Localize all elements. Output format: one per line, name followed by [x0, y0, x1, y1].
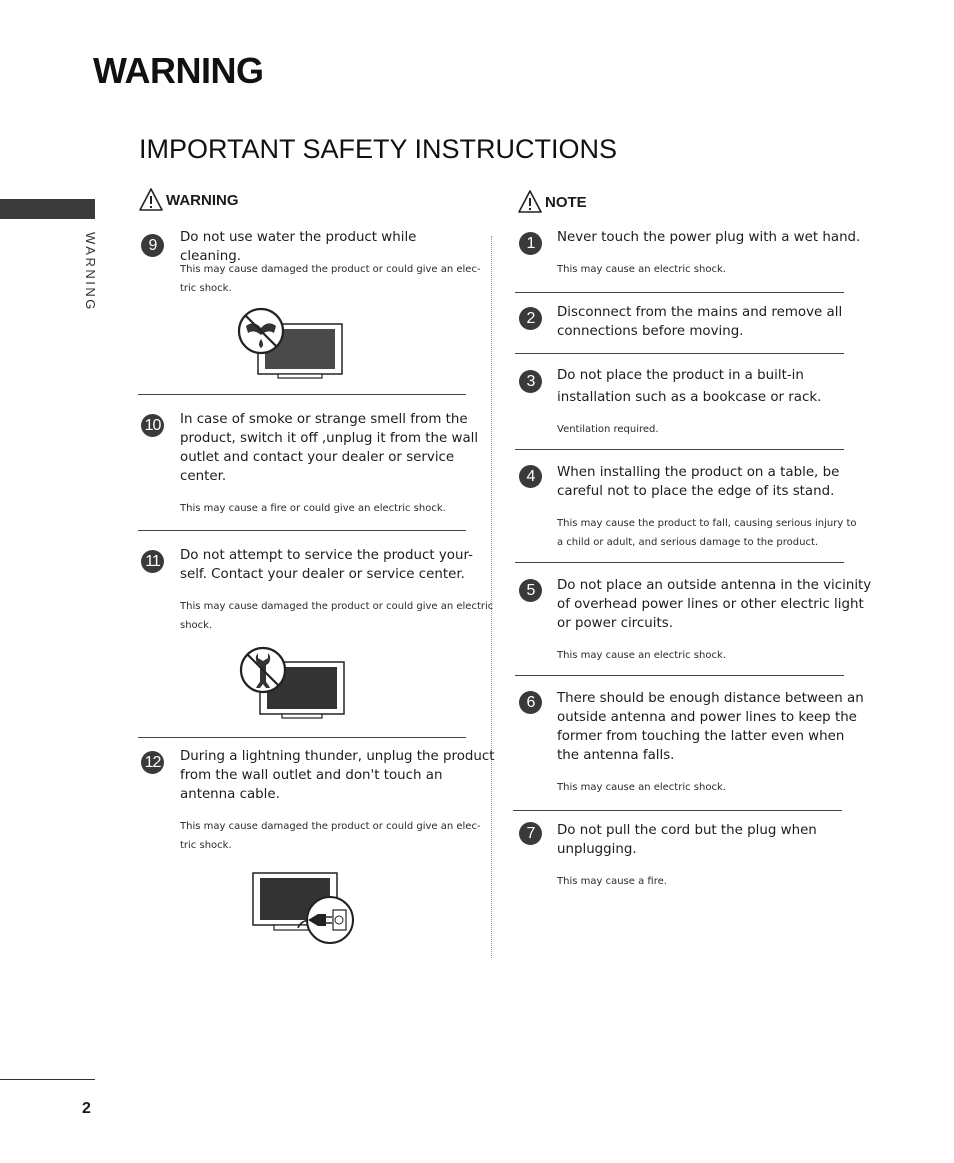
left-column-header-label: WARNING	[166, 191, 239, 209]
item-main-text: former from touching the latter even when	[557, 729, 845, 744]
right-column-header	[517, 189, 587, 215]
item-divider	[515, 353, 844, 354]
item-divider	[513, 810, 842, 811]
item-sub-text: shock.	[180, 620, 213, 631]
section-title: IMPORTANT SAFETY INSTRUCTIONS	[139, 134, 618, 164]
item-sub-text: This may cause damaged the product or could give an electric	[180, 601, 494, 612]
item-number-badge: 5	[519, 579, 542, 602]
item-divider	[515, 292, 844, 293]
side-tab-marker	[0, 199, 95, 219]
item-main-text: or power circuits.	[557, 616, 673, 631]
item-sub-text: Ventilation required.	[557, 424, 659, 435]
item-sub-text: This may cause damaged the product or could give an elec-	[180, 821, 481, 832]
item-sub-text: This may cause the product to fall, causing serious injury to	[557, 518, 857, 529]
item-sub-text: a child or adult, and serious damage to the product.	[557, 537, 819, 548]
footer-rule	[0, 1079, 95, 1080]
item-sub-text: tric shock.	[180, 840, 232, 851]
item-main-text: careful not to place the edge of its stand.	[557, 484, 835, 499]
item-main-text: outlet and contact your dealer or service	[180, 450, 455, 465]
warning-triangle-icon	[138, 187, 164, 213]
item-main-text: self. Contact your dealer or service center.	[180, 567, 465, 582]
item-main-text: There should be enough distance between an	[557, 691, 864, 706]
page-number: 2	[82, 1100, 91, 1117]
item-number-badge: 3	[519, 370, 542, 393]
item-main-text: Do not place an outside antenna in the vicinity	[557, 578, 872, 593]
item-main-text: When installing the product on a table, be	[557, 465, 840, 480]
no-service-tv-illustration	[236, 644, 348, 724]
item-main-text: the antenna falls.	[557, 748, 675, 763]
warning-triangle-icon	[517, 189, 543, 215]
item-main-text: Do not use water the product while cleaning.	[180, 230, 417, 264]
unplug-tv-illustration	[250, 870, 360, 950]
item-sub-text: This may cause an electric shock.	[557, 264, 726, 275]
item-main-text: of overhead power lines or other electric light	[557, 597, 864, 612]
item-number-badge: 12	[141, 751, 164, 774]
item-divider	[515, 449, 844, 450]
item-main-text: unplugging.	[557, 842, 637, 857]
item-main-text: Do not attempt to service the product your-	[180, 548, 473, 563]
item-main-text: connections before moving.	[557, 324, 744, 339]
item-number-badge: 4	[519, 465, 542, 488]
item-number-badge: 11	[141, 550, 164, 573]
item-main-text: from the wall outlet and don't touch an	[180, 768, 443, 783]
item-main-text: Do not place the product in a built-in	[557, 368, 804, 383]
item-number-badge: 1	[519, 232, 542, 255]
item-main-text: Disconnect from the mains and remove all	[557, 305, 843, 320]
item-main-text: In case of smoke or strange smell from the	[180, 412, 468, 427]
item-number-badge: 6	[519, 691, 542, 714]
item-sub-text: This may cause a fire.	[557, 876, 667, 887]
item-main-text: product, switch it off ,unplug it from the wall	[180, 431, 479, 446]
item-number-badge: 2	[519, 307, 542, 330]
item-main-text: center.	[180, 469, 227, 484]
item-number-badge: 7	[519, 822, 542, 845]
item-divider	[515, 675, 844, 676]
item-number-badge: 10	[141, 414, 164, 437]
no-water-tv-illustration	[236, 306, 346, 384]
item-sub-text: This may cause damaged the product or could give an elec-	[180, 264, 481, 275]
item-main-text: Do not pull the cord but the plug when	[557, 823, 817, 838]
item-divider	[138, 737, 466, 738]
item-divider	[515, 562, 844, 563]
side-label-text: WARNING	[83, 232, 98, 312]
item-main-text: During a lightning thunder, unplug the product	[180, 749, 495, 764]
item-sub-text: This may cause a fire or could give an electric shock.	[180, 503, 446, 514]
item-main-text: Never touch the power plug with a wet hand.	[557, 230, 861, 245]
right-column-header-label: NOTE	[545, 193, 587, 211]
item-main-text: antenna cable.	[180, 787, 280, 802]
left-column-header	[138, 187, 239, 213]
item-divider	[138, 394, 466, 395]
item-sub-text: This may cause an electric shock.	[557, 650, 726, 661]
item-main-text: outside antenna and power lines to keep the	[557, 710, 857, 725]
item-main-text: installation such as a bookcase or rack.	[557, 390, 822, 405]
page-heading: WARNING	[93, 50, 264, 91]
item-sub-text: This may cause an electric shock.	[557, 782, 726, 793]
item-number-badge: 9	[141, 234, 164, 257]
side-label	[70, 232, 110, 322]
item-sub-text: tric shock.	[180, 283, 232, 294]
item-divider	[138, 530, 466, 531]
